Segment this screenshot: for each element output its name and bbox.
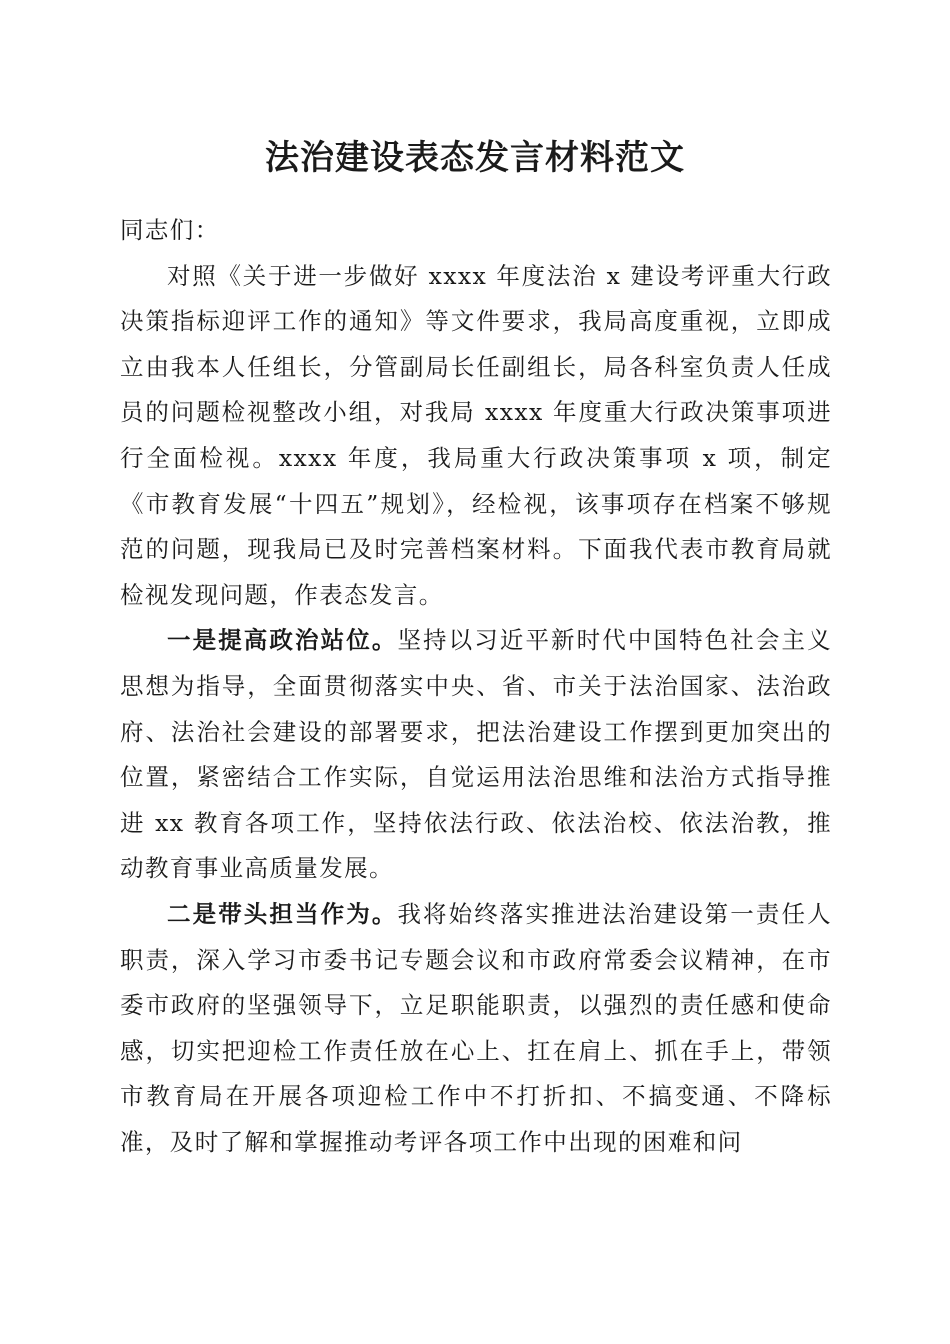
paragraph-intro (120, 254, 832, 619)
paragraph-text: 我将始终落实推进法治建设第一责任人职责，深入学习市委书记专题会议和市政府常委会议精神，在市委市政府的坚强领导下，立足职能职责，以强烈的责任感和使命感，切实把迎检工作责任放在心上、扛在肩上、抓在手上，带领市教育局在开展各项迎检工作中不打折扣、不搞变通、不降标准，及时了解和掌握推动考评各项工作中出现的困难和问 (120, 899, 832, 1156)
paragraph-lead: 二是带头担当作为。 (167, 899, 398, 928)
document-body (120, 208, 832, 1165)
paragraph-text: 坚持以习近平新时代中国特色社会主义思想为指导，全面贯彻落实中央、省、市关于法治国家、法治政府、法治社会建设的部署要求，把法治建设工作摆到更加突出的位置，紧密结合工作实际，自觉运用法治思维和法治方式指导推进 xx 教育各项工作，坚持依法行政、依法治校、依法治教，推动教育事业高质量发展。 (120, 626, 832, 883)
document-title: 法治建设表态发言材料范文 (265, 138, 685, 178)
paragraph-text: 对照《关于进一步做好 xxxx 年度法治 x 建设考评重大行政决策指标迎评工作的通知》等文件要求，我局高度重视，立即成立由我本人任组长，分管副局长任副组长，局各科室负责人任成员的问题检视整改小组，对我局 xxxx 年度重大行政决策事项进行全面检视。xxxx 年度，我局重大行政决策事项 x 项，制定《市教育发展“十四五”规划》，经检视，该事项存在档案不够规范的问题，现我局已及时完善档案材料。下面我代表市教育局就检视发现问题，作表态发言。 (120, 261, 832, 609)
salutation: 同志们： (120, 216, 220, 244)
paragraph-point-1 (120, 618, 832, 892)
paragraph-point-2 (120, 892, 832, 1166)
paragraph-lead: 一是提高政治站位。 (167, 626, 398, 655)
